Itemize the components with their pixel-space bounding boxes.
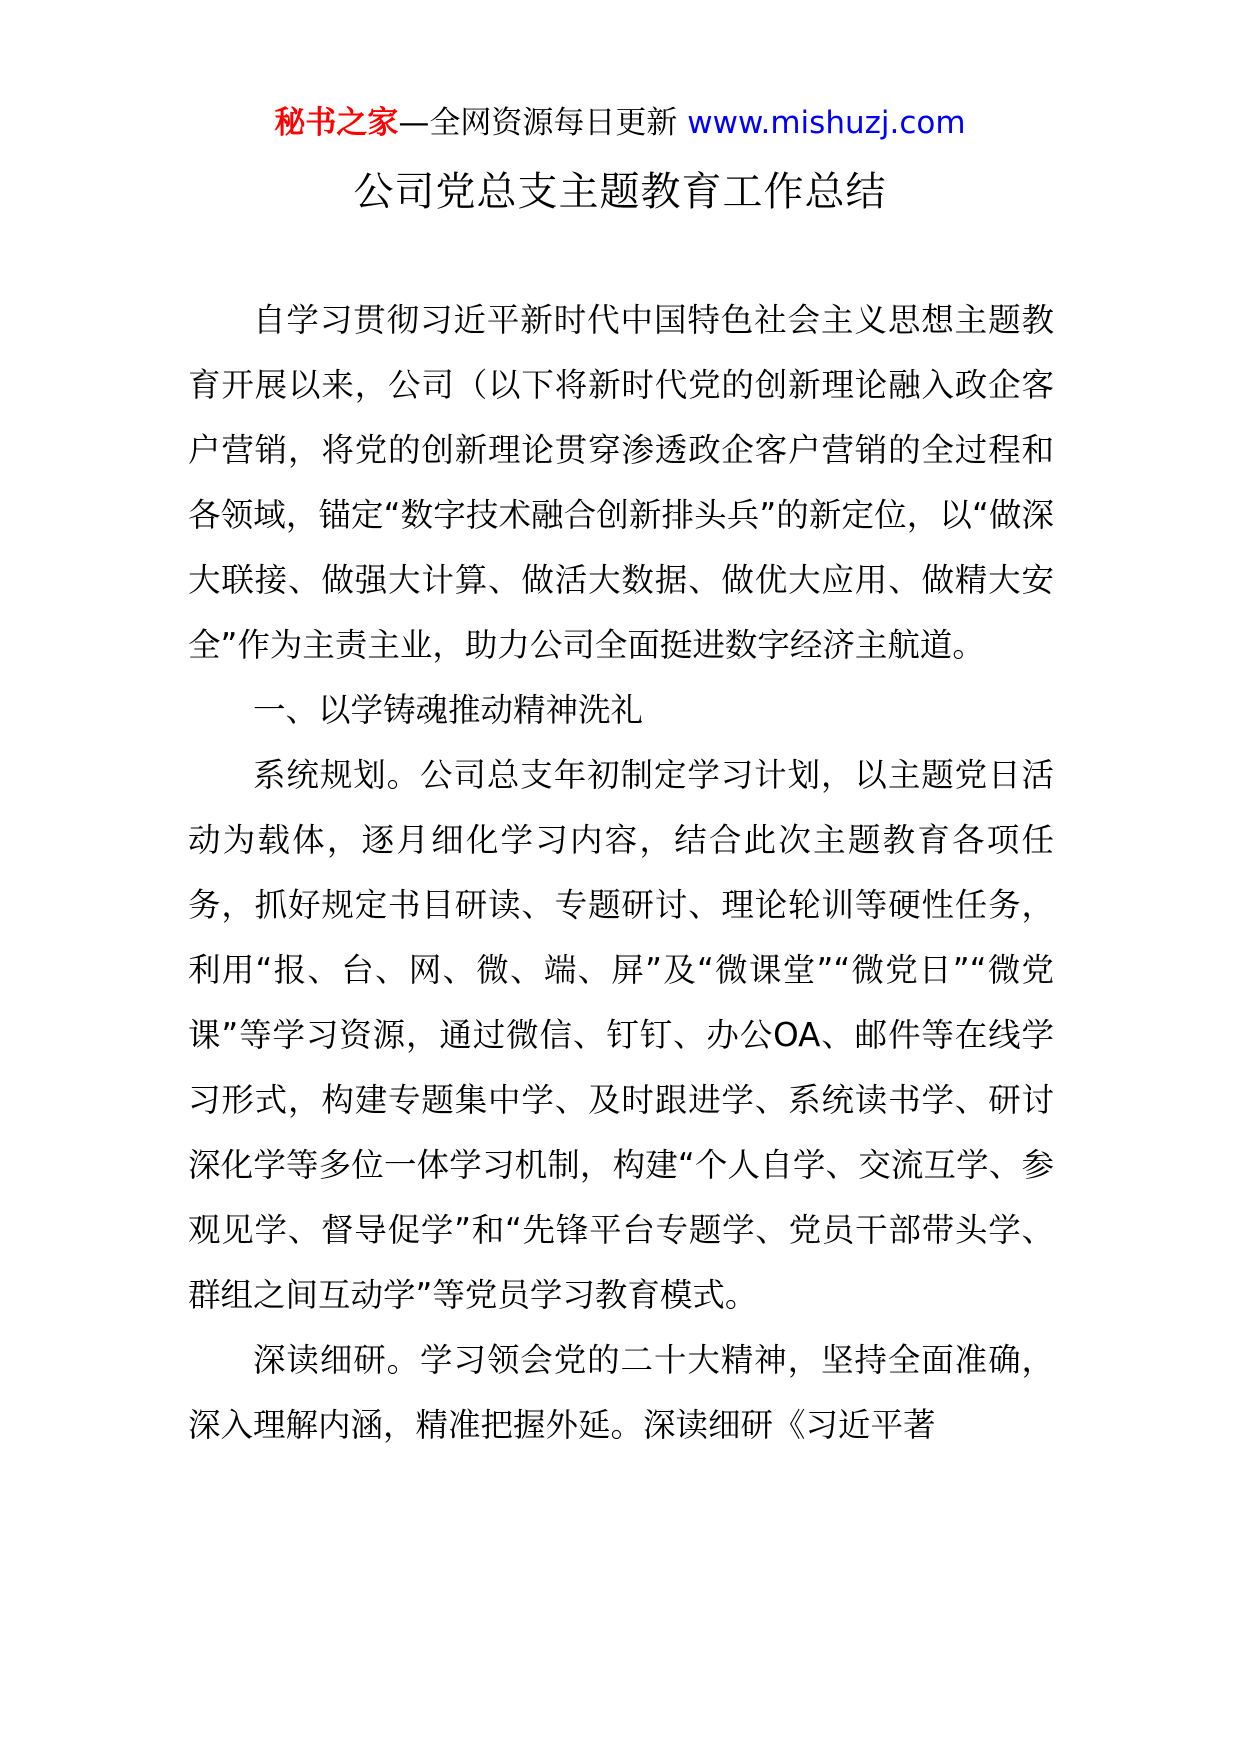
paragraph-intro: 自学习贯彻习近平新时代中国特色社会主义思想主题教育开展以来，公司（以下将新时代党的创新理论融入政企客户营销，将党的创新理论贯穿渗透政企客户营销的全过程和各领域，锚定“数字技术融合创新排头兵”的新定位，以“做深大联接、做强大计算、做活大数据、做优大应用、做精大安全”作为主责主业，助力公司全面挺进数字经济主航道。: [188, 301, 1054, 664]
site-brand: 秘书之家: [274, 105, 399, 141]
document-body: [188, 288, 1054, 1458]
site-header: [0, 100, 1240, 146]
site-url-link[interactable]: www.mishuzj.com: [687, 105, 966, 141]
site-tagline: —全网资源每日更新: [398, 105, 688, 141]
document-title: 公司党总支主题教育工作总结: [353, 169, 887, 215]
paragraph-deep-study: 深读细研。学习领会党的二十大精神，坚持全面准确，深入理解内涵，精准把握外延。深读细研《习近平著: [188, 1341, 1054, 1444]
paragraph-systematic-planning: 系统规划。公司总支年初制定学习计划，以主题党日活动为载体，逐月细化学习内容，结合此次主题教育各项任务，抓好规定书目研读、专题研讨、理论轮训等硬性任务，利用“报、台、网、微、端、屏”及“微课堂”“微党日”“微党课”等学习资源，通过微信、钉钉、办公OA、邮件等在线学习形式，构建专题集中学、及时跟进学、系统读书学、研讨深化学等多位一体学习机制，构建“个人自学、交流互学、参观见学、督导促学”和“先锋平台专题学、党员干部带头学、群组之间互动学”等党员学习教育模式。: [188, 756, 1054, 1314]
section-heading-1: 一、以学铸魂推动精神洗礼: [253, 691, 644, 729]
